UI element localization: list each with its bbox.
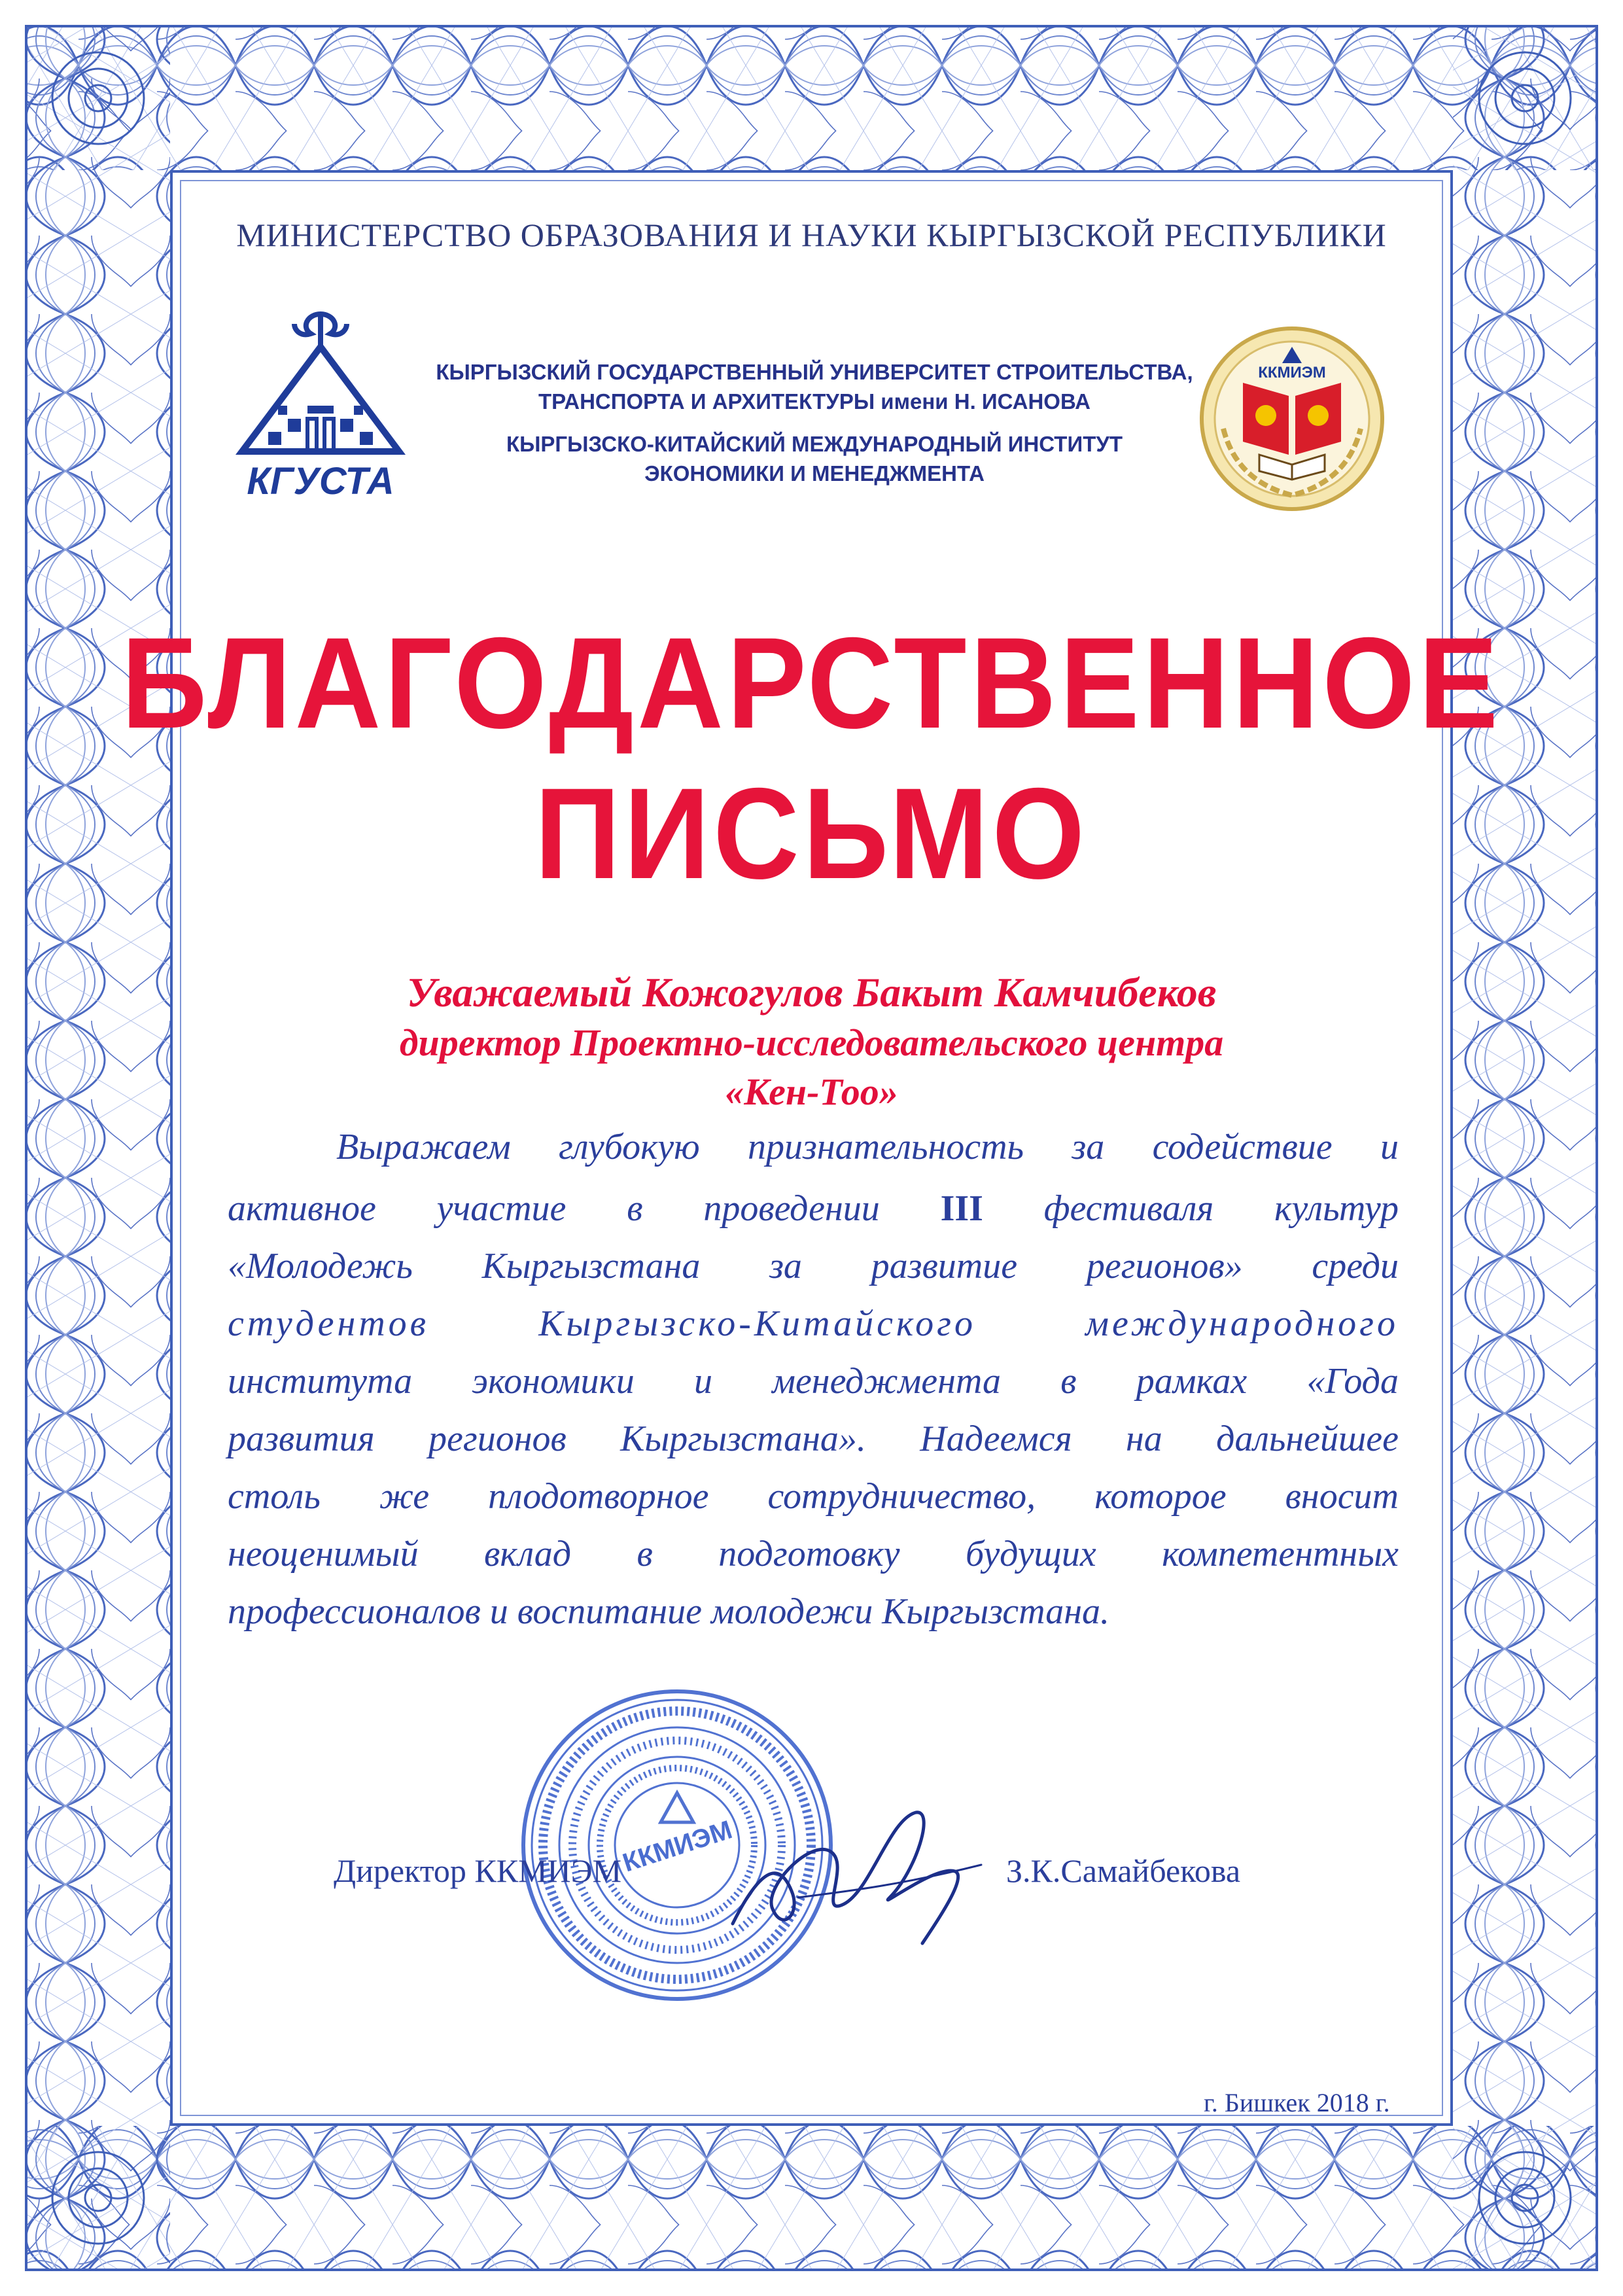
title-line-1: БЛАГОДАРСТВЕННОЕ <box>121 610 1502 755</box>
body-line: института экономики и менеджмента в рамках «Года <box>228 1361 1399 1402</box>
kkmiem-emblem-text: ККМИЭМ <box>1258 364 1326 381</box>
kgusta-logo-text: КГУСТА <box>247 460 394 503</box>
body-line: развития регионов Кыргызстана». Надеемся на дальнейшее <box>228 1419 1399 1459</box>
body-line: профессионалов и воспитание молодежи Кыргызстана. <box>228 1591 1109 1632</box>
body-line: активное участие в проведении III фестиваля культур <box>228 1188 1399 1229</box>
university-line-2: ТРАНСПОРТА И АРХИТЕКТУРЫ имени Н. ИСАНОВА <box>538 389 1091 414</box>
city-year: г. Бишкек 2018 г. <box>1204 2088 1390 2117</box>
ministry-heading: МИНИСТЕРСТВО ОБРАЗОВАНИЯ И НАУКИ КЫРГЫЗСКОЙ РЕСПУБЛИКИ <box>236 217 1387 253</box>
signatory-name: З.К.Самайбекова <box>1006 1852 1241 1889</box>
university-line-1: КЫРГЫЗСКИЙ ГОСУДАРСТВЕННЫЙ УНИВЕРСИТЕТ СТРОИТЕЛЬСТВА, <box>436 360 1193 384</box>
addressee-position-1: директор Проектно-исследовательского центра <box>399 1021 1224 1064</box>
stamp-center-text: ККМИЭМ <box>619 1815 736 1878</box>
body-line: столь же плодотворное сотрудничество, которое вносит <box>228 1476 1399 1517</box>
addressee-name: Уважаемый Кожогулов Бакыт Камчибеков <box>406 969 1217 1016</box>
title-line-2: ПИСЬМО <box>534 761 1089 906</box>
institute-line-2: ЭКОНОМИКИ И МЕНЕДЖМЕНТА <box>644 461 985 486</box>
body-line: студентов Кыргызско-Китайского международного <box>228 1303 1399 1344</box>
handwritten-signature <box>720 1793 994 1963</box>
signature-role: Директор ККМИЭМ <box>334 1852 622 1889</box>
addressee-position-2: «Кен-Тоо» <box>725 1070 898 1113</box>
body-line: Выражаем глубокую признательность за содействие и <box>336 1127 1399 1167</box>
kkmiem-emblem <box>1197 324 1387 514</box>
kgusta-logo <box>229 308 412 504</box>
body-line: неоценимый вклад в подготовку будущих компетентных <box>228 1534 1399 1574</box>
body-line: «Молодежь Кыргызстана за развитие регионов» среди <box>228 1246 1399 1286</box>
institute-line-1: КЫРГЫЗСКО-КИТАЙСКИЙ МЕЖДУНАРОДНЫЙ ИНСТИТУТ <box>506 432 1123 456</box>
